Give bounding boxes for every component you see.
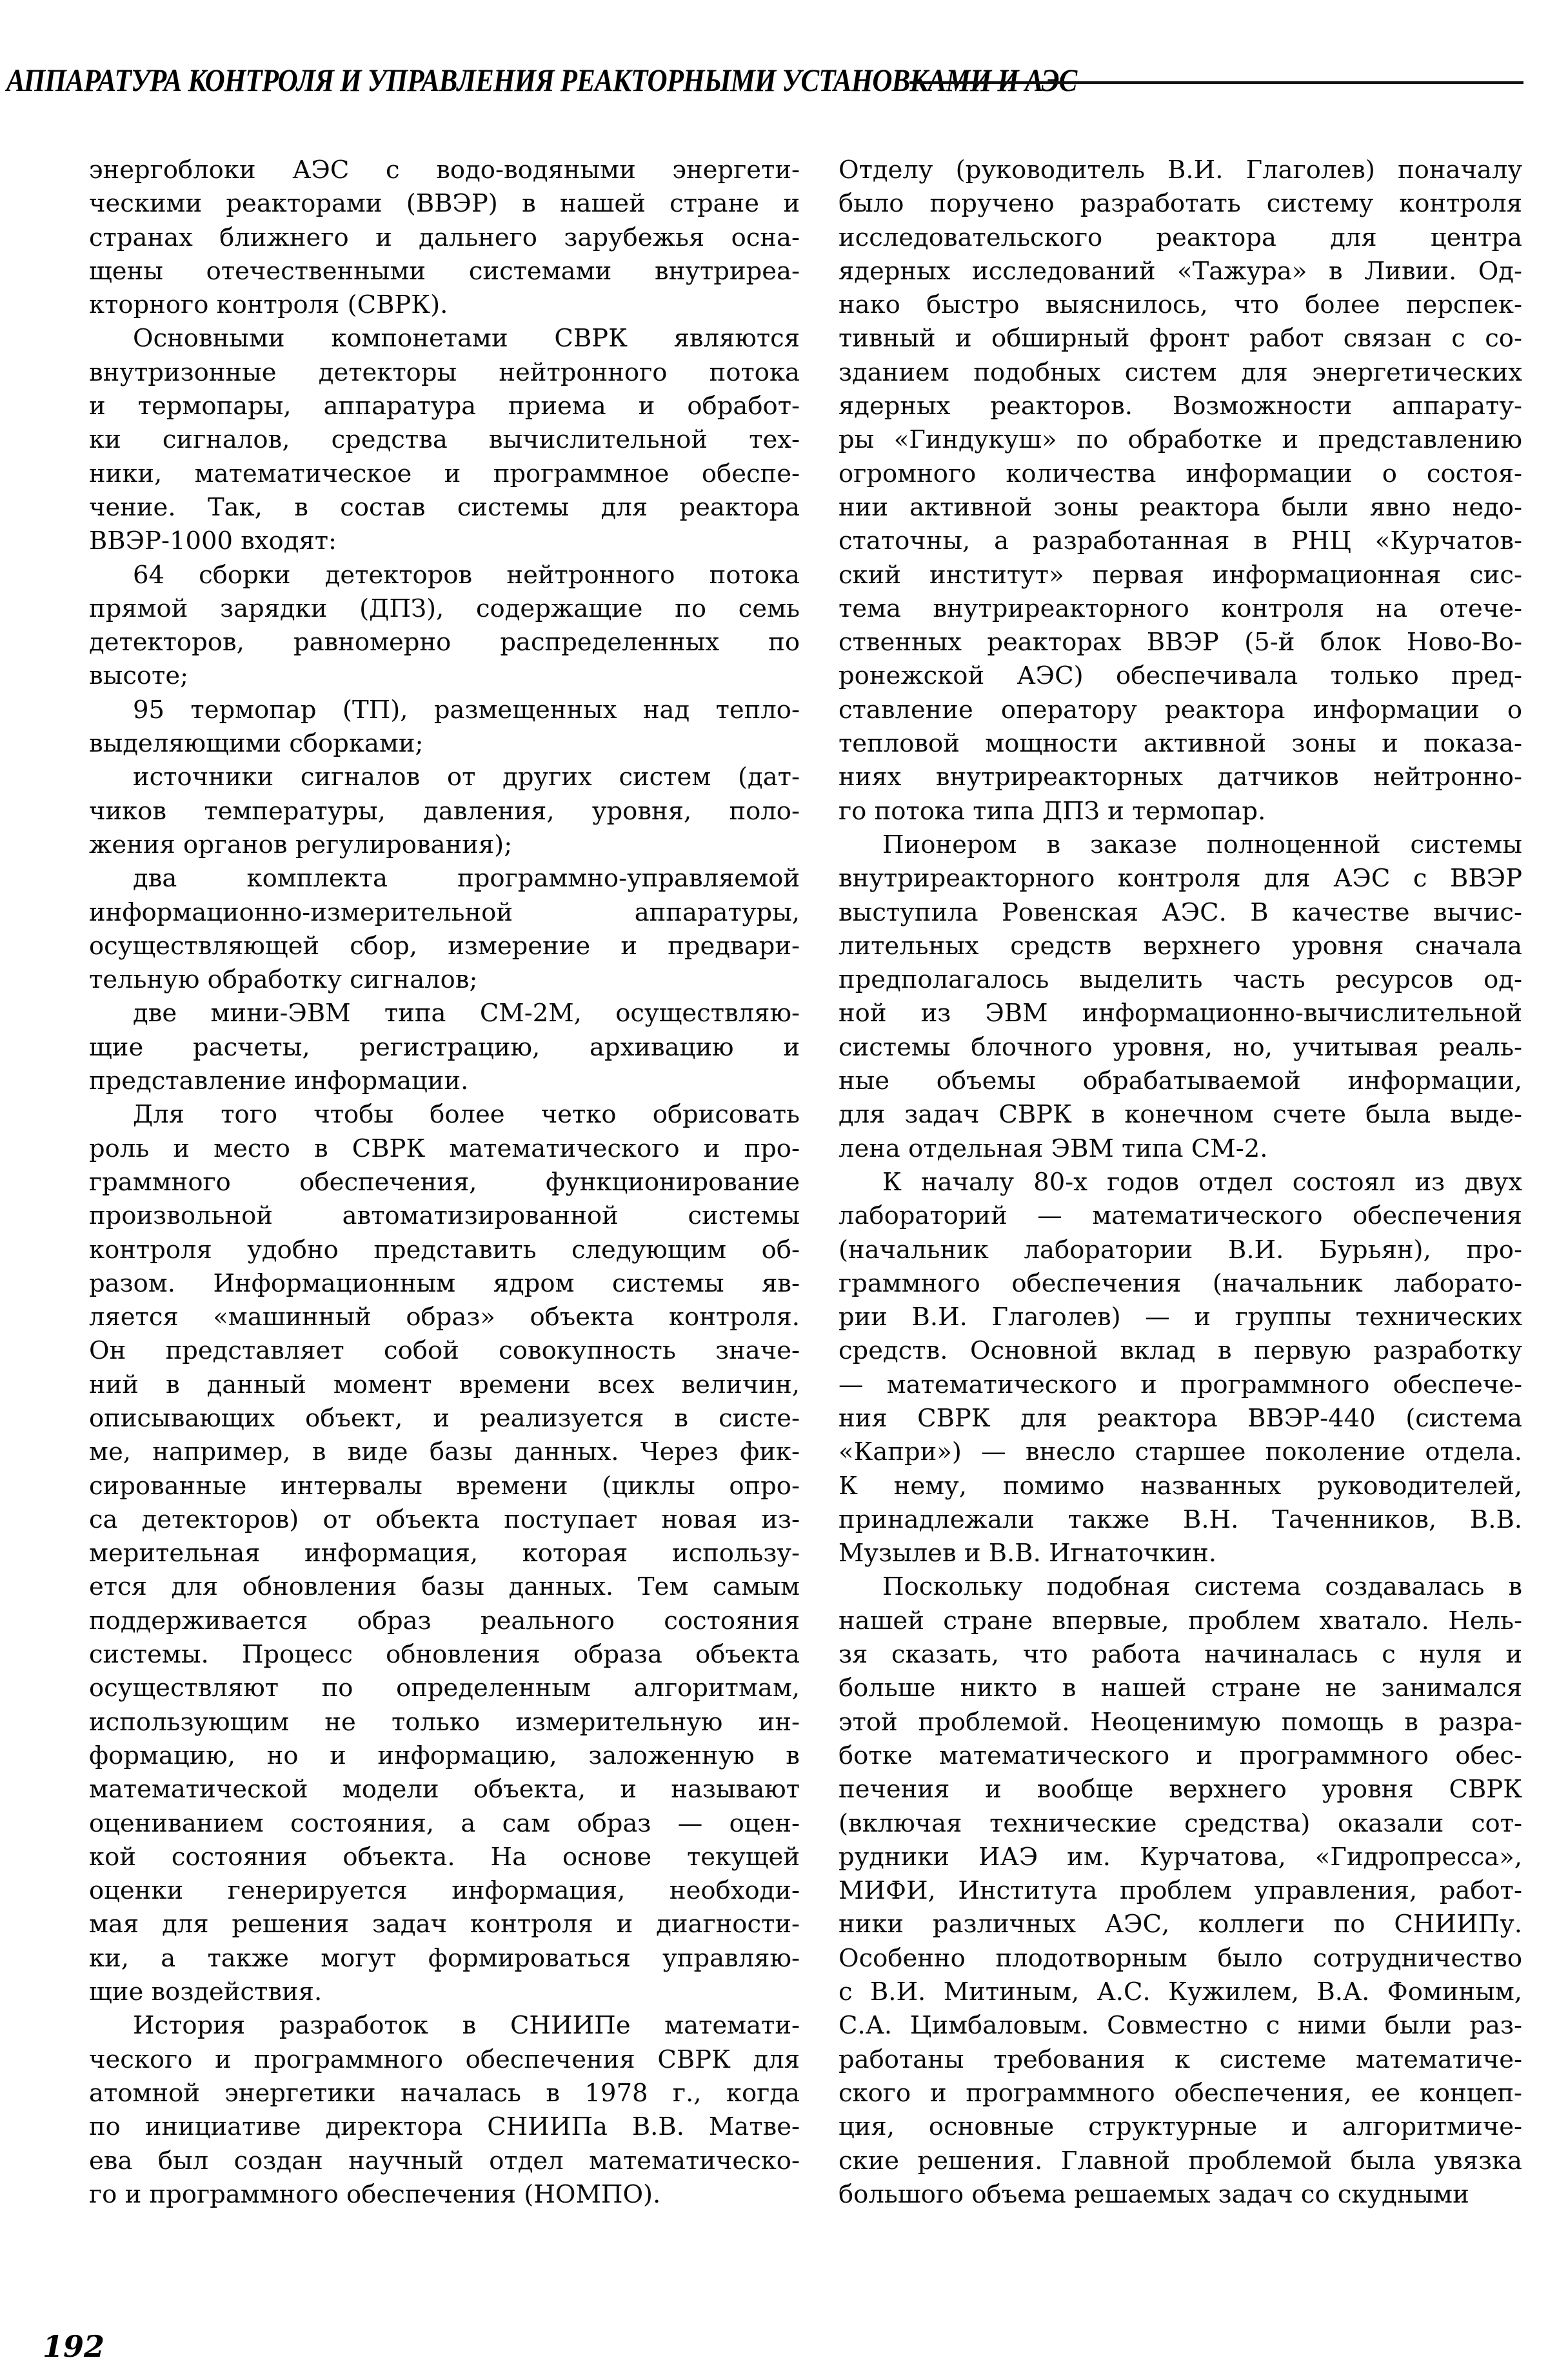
text-line: ки сигналов, средства вычислительной тех-	[89, 425, 800, 455]
text-line: ческими реакторами (ВВЭР) в нашей стране и	[89, 189, 800, 219]
text-line: нашей стране впервые, проблем хватало. Нель-	[838, 1606, 1522, 1635]
left-column	[89, 154, 800, 2212]
text-line: произвольной автоматизированной системы	[89, 1201, 800, 1231]
text-line: граммного обеспечения (начальник лаборато-	[838, 1268, 1522, 1298]
text-line: ского и программного обеспечения, ее концеп-	[838, 2078, 1522, 2108]
text-line: жения органов регулирования);	[89, 830, 513, 859]
text-line: ческого и программного обеспечения СВРК для	[89, 2045, 800, 2074]
text-line: внутриреакторного контроля для АЭС с ВВЭР	[838, 864, 1522, 894]
text-line: зданием подобных систем для энергетических	[838, 357, 1522, 387]
text-line: чение. Так, в состав системы для реактора	[89, 492, 800, 522]
running-header	[6, 62, 1542, 98]
text-line: осуществляют по определенным алгоритмам,	[89, 1674, 800, 1703]
text-line: ки, а также могут формироваться управляю-	[89, 1943, 800, 1973]
text-line: ной из ЭВМ информационно-вычислительной	[838, 999, 1522, 1028]
paragraph	[838, 154, 1522, 828]
text-line: системы блочного уровня, но, учитывая реаль-	[838, 1032, 1522, 1062]
text-line: разом. Информационным ядром системы яв-	[89, 1268, 800, 1298]
text-line: МИФИ, Института проблем управления, работ-	[838, 1876, 1522, 1906]
paragraph	[838, 828, 1522, 1166]
text-line: граммного обеспечения, функционирование	[89, 1167, 800, 1197]
text-line: Особенно плодотворным было сотрудничество	[838, 1943, 1522, 1973]
text-line: информационно-измерительной аппаратуры,	[89, 897, 800, 927]
text-line: История разработок в СНИИПе математи-	[133, 2011, 800, 2041]
text-line: — математического и программного обеспече-	[838, 1370, 1522, 1399]
text-line: детекторов, равномерно распределенных по	[89, 628, 800, 657]
text-line: средств. Основной вклад в первую разработку	[838, 1336, 1522, 1366]
text-line: источники сигналов от других систем (дат-	[133, 763, 800, 792]
text-line: работаны требования к системе математиче-	[838, 2045, 1522, 2074]
text-line: «Капри») — внесло старшее поколение отдела.	[838, 1437, 1522, 1467]
text-line: щие расчеты, регистрацию, архивацию и	[89, 1032, 800, 1062]
text-line: лительных средств верхнего уровня сначала	[838, 931, 1522, 961]
paragraph	[89, 322, 800, 558]
text-line: осуществляющей сбор, измерение и предвари-	[89, 931, 800, 961]
text-line: высоте;	[89, 661, 189, 691]
text-line: больше никто в нашей стране не занимался	[838, 1674, 1522, 1703]
text-line: нии активной зоны реактора были явно недо-	[838, 492, 1522, 522]
text-line: ляется «машинный образ» объекта контроля.	[89, 1303, 800, 1332]
text-line: ронежской АЭС) обеспечивала только пред-	[838, 661, 1522, 691]
paragraph	[89, 694, 800, 761]
text-line: странах ближнего и дальнего зарубежья осна-	[89, 223, 800, 252]
text-line: кой состояния объекта. На основе текущей	[89, 1842, 800, 1872]
text-line: тельную обработку сигналов;	[89, 965, 478, 995]
text-line: исследовательского реактора для центра	[838, 223, 1522, 252]
text-line: го и программного обеспечения (НОМПО).	[89, 2179, 661, 2209]
text-line: Пионером в заказе полноценной системы	[882, 830, 1522, 859]
header-rule	[909, 81, 1523, 84]
text-line: ственных реакторах ВВЭР (5-й блок Ново-Во-	[838, 628, 1522, 657]
text-line: Музылев и В.В. Игнаточкин.	[838, 1539, 1216, 1568]
text-line: Поскольку подобная система создавалась в	[882, 1572, 1522, 1602]
text-line: ский институт» первая информационная сис-	[838, 560, 1522, 590]
text-line: ева был создан научный отдел математическо-	[89, 2146, 800, 2175]
right-column	[838, 154, 1522, 2212]
paragraph	[89, 154, 800, 322]
text-line: ция, основные структурные и алгоритмиче-	[838, 2112, 1522, 2142]
text-line: ники различных АЭС, коллеги по СНИИПу.	[838, 1910, 1522, 1939]
text-line: прямой зарядки (ДПЗ), содержащие по семь	[89, 594, 800, 623]
text-line: ставление оператору реактора информации о	[838, 695, 1522, 725]
text-line: рудники ИАЭ им. Курчатова, «Гидропресса»,	[838, 1842, 1522, 1872]
text-line: ме, например, в виде базы данных. Через фик-	[89, 1437, 800, 1467]
text-line: ниях внутриреакторных датчиков нейтронно-	[838, 763, 1522, 792]
text-line: К нему, помимо названных руководителей,	[838, 1471, 1522, 1501]
text-line: лабораторий — математического обеспечения	[838, 1201, 1522, 1231]
text-line: огромного количества информации о состоя-	[838, 459, 1522, 488]
text-line: ные объемы обрабатываемой информации,	[838, 1066, 1522, 1096]
text-line: выступила Ровенская АЭС. В качестве вычис-	[838, 897, 1522, 927]
text-line: тивный и обширный фронт работ связан с со-	[838, 324, 1522, 354]
running-title: АППАРАТУРА КОНТРОЛЯ И УПРАВЛЕНИЯ РЕАКТОРНЫМИ УСТАНОВКАМИ И АЭС	[6, 62, 1077, 98]
text-line: энергоблоки АЭС с водо-водяными энергети-	[89, 155, 800, 185]
text-line: предполагалось выделить часть ресурсов од-	[838, 965, 1522, 995]
text-line: Отделу (руководитель В.И. Глаголев) поначалу	[838, 155, 1522, 185]
text-line: ядерных реакторов. Возможности аппарату-	[838, 392, 1522, 421]
text-line: тепловой мощности активной зоны и показа-	[838, 729, 1522, 759]
text-line: щены отечественными системами внутриреа-	[89, 256, 800, 286]
text-line: ботке математического и программного обес-	[838, 1741, 1522, 1770]
text-line: было поручено разработать систему контроля	[838, 189, 1522, 219]
paragraph	[89, 559, 800, 694]
text-line: две мини-ЭВМ типа СМ-2М, осуществляю-	[133, 999, 800, 1028]
text-line: оцениванием состояния, а сам образ — оцен-	[89, 1808, 800, 1838]
text-line: по инициативе директора СНИИПа В.В. Матве-	[89, 2112, 800, 2142]
text-line: описывающих объект, и реализуется в систе-	[89, 1403, 800, 1433]
text-line: мая для решения задач контроля и диагности-	[89, 1910, 800, 1939]
text-line: системы. Процесс обновления образа объекта	[89, 1640, 800, 1670]
text-line: формацию, но и информацию, заложенную в	[89, 1741, 800, 1770]
text-line: лена отдельная ЭВМ типа СМ-2.	[838, 1134, 1268, 1163]
text-line: рии В.И. Глаголев) — и группы технических	[838, 1303, 1522, 1332]
page-number: 192	[43, 2329, 105, 2364]
text-line: Основными компонетами СВРК являются	[133, 324, 800, 354]
text-line: (начальник лаборатории В.И. Бурьян), про-	[838, 1235, 1522, 1265]
text-line: сированные интервалы времени (циклы опро-	[89, 1471, 800, 1501]
text-line: для задач СВРК в конечном счете была выде-	[838, 1100, 1522, 1130]
text-line: два комплекта программно-управляемой	[133, 864, 800, 894]
text-line: большого объема решаемых задач со скудными	[838, 2179, 1469, 2209]
text-line: атомной энергетики началась в 1978 г., когда	[89, 2078, 800, 2108]
text-line: го потока типа ДПЗ и термопар.	[838, 796, 1266, 826]
text-line: зя сказать, что работа начиналась с нуля и	[838, 1640, 1522, 1670]
text-line: математической модели объекта, и называют	[89, 1775, 800, 1805]
text-line: 64 сборки детекторов нейтронного потока	[133, 560, 800, 590]
text-line: С.А. Цимбаловым. Совместно с ними были раз-	[838, 2011, 1522, 2041]
text-line: Он представляет собой совокупность значе-	[89, 1336, 800, 1366]
paragraph	[89, 2009, 800, 2212]
text-line: ские решения. Главной проблемой была увязка	[838, 2146, 1522, 2175]
paragraph	[838, 1570, 1522, 2212]
text-line: са детекторов) от объекта поступает новая из-	[89, 1505, 800, 1534]
text-line: ВВЭР-1000 входят:	[89, 526, 337, 556]
text-line: принадлежали также В.Н. Таченников, В.В.	[838, 1505, 1522, 1534]
text-line: поддерживается образ реального состояния	[89, 1606, 800, 1635]
text-line: тема внутриреакторного контроля на отече-	[838, 594, 1522, 623]
paragraph	[89, 997, 800, 1098]
text-line: ры «Гиндукуш» по обработке и представлению	[838, 425, 1522, 455]
text-line: мерительная информация, которая использу-	[89, 1539, 800, 1568]
text-line: К началу 80-х годов отдел состоял из двух	[882, 1167, 1522, 1197]
text-line: 95 термопар (ТП), размещенных над тепло-	[133, 695, 800, 725]
text-line: с В.И. Митиным, А.С. Кужилем, В.А. Фоминым,	[838, 1977, 1522, 2007]
text-line: ядерных исследований «Тажура» в Ливии. Од-	[838, 256, 1522, 286]
text-line: роль и место в СВРК математического и про-	[89, 1134, 800, 1163]
text-line: внутризонные детекторы нейтронного потока	[89, 357, 800, 387]
text-line: ники, математическое и программное обеспе-	[89, 459, 800, 488]
text-line: чиков температуры, давления, уровня, поло-	[89, 796, 800, 826]
paragraph	[89, 1098, 800, 2009]
text-line: ется для обновления базы данных. Тем самым	[89, 1572, 800, 1602]
text-line: оценки генерируется информация, необходи-	[89, 1876, 800, 1906]
text-line: и термопары, аппаратура приема и обработ-	[89, 392, 800, 421]
text-line: Для того чтобы более четко обрисовать	[133, 1100, 800, 1130]
paragraph	[838, 1166, 1522, 1571]
text-line: контроля удобно представить следующим об-	[89, 1235, 800, 1265]
text-line: использующим не только измерительную ин-	[89, 1707, 800, 1737]
text-line: кторного контроля (СВРК).	[89, 290, 448, 320]
paragraph	[89, 761, 800, 862]
text-line: этой проблемой. Неоценимую помощь в разра-	[838, 1707, 1522, 1737]
text-line: статочны, а разработанная в РНЦ «Курчатов-	[838, 526, 1522, 556]
paragraph	[89, 862, 800, 997]
text-line: печения и вообще верхнего уровня СВРК	[838, 1775, 1522, 1805]
text-line: представление информации.	[89, 1066, 469, 1096]
text-line: щие воздействия.	[89, 1977, 322, 2007]
text-line: выделяющими сборками;	[89, 729, 424, 759]
text-line: нако быстро выяснилось, что более перспек-	[838, 290, 1522, 320]
text-line: ний в данный момент времени всех величин,	[89, 1370, 800, 1399]
text-line: (включая технические средства) оказали сот-	[838, 1808, 1522, 1838]
text-line: ния СВРК для реактора ВВЭР-440 (система	[838, 1403, 1522, 1433]
